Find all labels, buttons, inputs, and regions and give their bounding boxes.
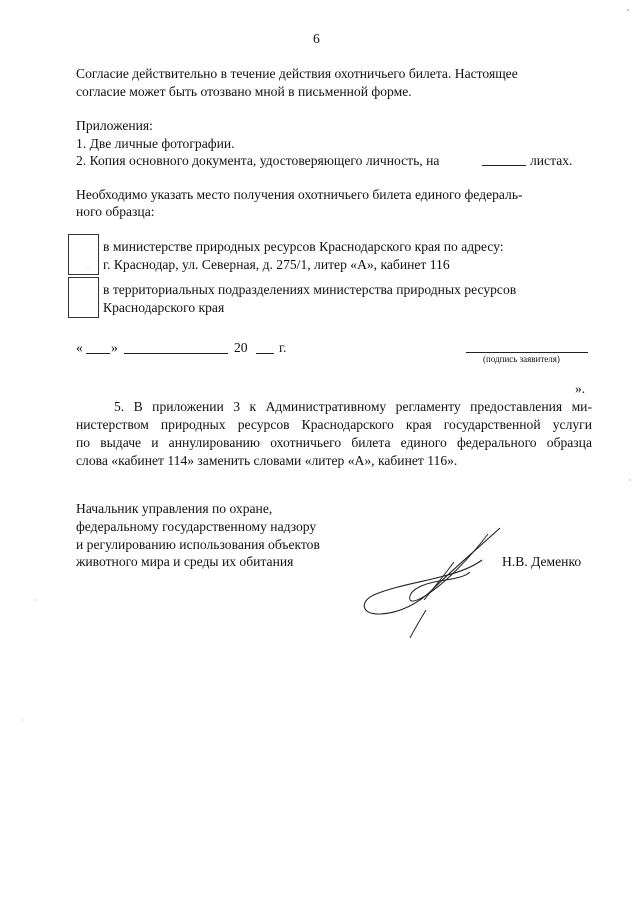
date-open-quote: « [76,340,83,355]
amendment-line-3: по выдаче и аннулированию охотничьего билета единого федерального образца [76,435,592,450]
attachments-heading: Приложения: [76,118,153,133]
year-suffix: г. [279,340,287,355]
year-prefix: 20 [234,340,248,355]
option-territorial-line-1: в территориальных подразделениях министерства природных ресурсов [103,282,517,297]
amendment-line-2: нистерством природных ресурсов Краснодарского края государственной услуги [76,417,592,432]
signature-caption: (подпись заявителя) [483,354,560,364]
option-ministry-line-1: в министерстве природных ресурсов Краснодарского края по адресу: [103,239,504,254]
closing-mark: ». [575,381,586,396]
consent-line-2: согласие может быть отозвано мной в письменной форме. [76,84,412,99]
footer-line-1: Начальник управления по охране, [76,501,273,516]
date-close-quote: » [111,340,118,355]
footer-line-2: федеральному государственному надзору [76,519,317,534]
amendment-line-1-text: 5. В приложении 3 к Административному регламенту предоставления ми- [114,399,592,414]
attachment-item-1: 1. Две личные фотографии. [76,136,235,151]
amendment-line-4: слова «кабинет 114» заменить словами «литер «А», кабинет 116». [76,453,458,468]
option-ministry-line-2: г. Краснодар, ул. Северная, д. 275/1, литер «А», кабинет 116 [103,257,450,272]
footer-line-4: животного мира и среды их обитания [76,554,294,569]
place-line-2: ного образца: [76,204,155,219]
page-number: 6 [313,31,320,46]
attachment-item-2-suffix: листах. [530,153,573,168]
option-territorial-line-2: Краснодарского края [103,300,225,315]
place-line-1: Необходимо указать место получения охотничьего билета единого федераль- [76,187,523,202]
footer-line-3: и регулированию использования объектов [76,537,320,552]
signatory-name: Н.В. Деменко [502,554,582,569]
consent-line-1: Согласие действительно в течение действия охотничьего билета. Настоящее [76,66,518,81]
attachment-item-2-text: 2. Копия основного документа, удостоверяющего личность, на [76,153,440,168]
